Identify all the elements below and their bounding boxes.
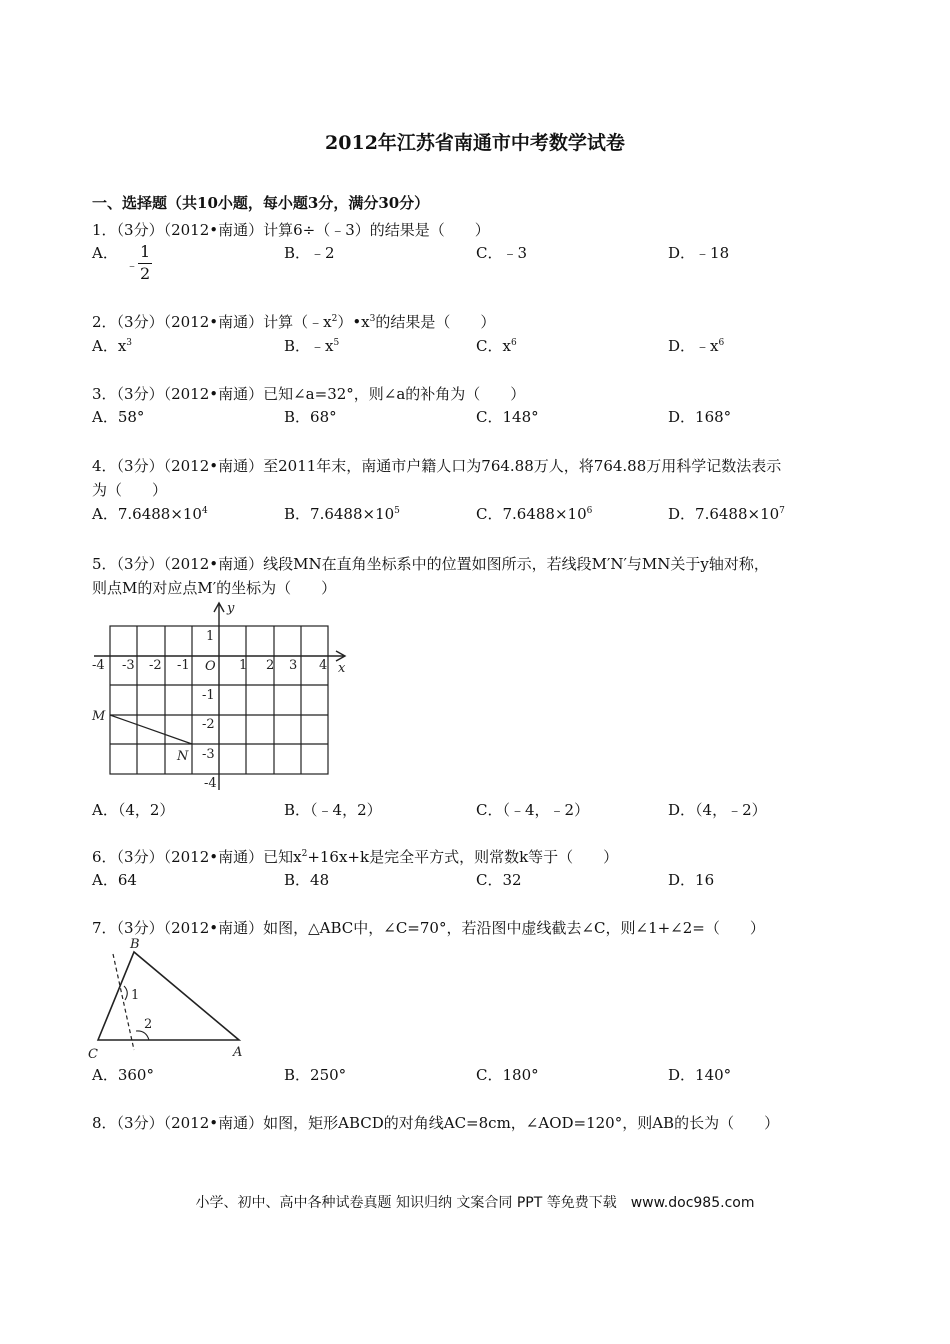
- q2-stem-exp: 3: [369, 314, 376, 324]
- q4-option-a: [92, 503, 208, 524]
- x-tick-label: 1: [239, 658, 248, 673]
- exam-title: 2012年江苏省南通市中考数学试卷: [325, 132, 625, 154]
- question-2-stem: [92, 311, 495, 332]
- q2-option-d: [668, 335, 724, 356]
- angle-2-label: 2: [144, 1017, 153, 1032]
- option-text: B．﹣x: [284, 337, 334, 355]
- q1-option-a-label: A．: [92, 244, 118, 262]
- question-5-stem-line2: 则点M的对应点M′的坐标为（ ）: [92, 579, 337, 597]
- coordinate-grid-figure: [88, 598, 358, 793]
- q5-option-b: B．（﹣4，2）: [284, 801, 382, 819]
- angle-1-label: 1: [131, 988, 140, 1003]
- y-tick-label: -2: [202, 717, 215, 732]
- q6-stem-part: 6．（3分）（2012•南通）已知x: [92, 848, 302, 866]
- question-6-stem: [92, 846, 618, 867]
- question-5-stem-line1: 5．（3分）（2012•南通）线段MN在直角坐标系中的位置如图所示，若线段M′N′与MN关于y轴对称，: [92, 555, 769, 573]
- q2-option-b: [284, 335, 339, 356]
- y-tick-label: -1: [202, 688, 215, 703]
- question-4-stem-line2: 为（ ）: [92, 481, 168, 499]
- fraction-minus: ﹣: [126, 258, 139, 272]
- axis-y-label: y: [227, 601, 235, 616]
- question-7-stem: 7．（3分）（2012•南通）如图，△ABC中，∠C=70°，若沿图中虚线截去∠C，则∠1+∠2=（ ）: [92, 919, 765, 937]
- q6-option-a: A．64: [92, 871, 137, 889]
- question-8-stem: 8．（3分）（2012•南通）如图，矩形ABCD的对角线AC=8cm，∠AOD=120°，则AB的长为（ ）: [92, 1114, 780, 1132]
- q5-option-a: A．（4，2）: [92, 801, 175, 819]
- x-tick-label: 2: [266, 658, 275, 673]
- x-tick-label: -2: [149, 658, 162, 673]
- q4-option-b: [284, 503, 400, 524]
- q4-option-c: [476, 503, 592, 524]
- q7-option-c: C．180°: [476, 1066, 539, 1084]
- option-exp: 3: [126, 338, 133, 348]
- q4-option-d: [668, 503, 785, 524]
- q1-option-d: D．﹣18: [668, 244, 730, 262]
- fraction-denominator: 2: [140, 264, 151, 283]
- section-heading: 一、选择题（共10小题，每小题3分，满分30分）: [92, 194, 430, 212]
- option-text: C．7.6488×10: [476, 505, 587, 523]
- fraction-numerator: 1: [140, 242, 151, 261]
- point-m-label: M: [92, 709, 106, 724]
- option-text: D．﹣x: [668, 337, 719, 355]
- y-tick-label: 1: [206, 629, 215, 644]
- q2-stem-exp: 2: [331, 314, 338, 324]
- question-1-stem: 1．（3分）（2012•南通）计算6÷（﹣3）的结果是（ ）: [92, 221, 490, 239]
- q2-stem-part: 2．（3分）（2012•南通）计算（﹣x: [92, 313, 332, 331]
- option-text: D．7.6488×10: [668, 505, 780, 523]
- q1-option-b: B．﹣2: [284, 244, 335, 262]
- axis-x-label: x: [338, 661, 346, 676]
- x-tick-label: -3: [122, 658, 135, 673]
- x-tick-label: 3: [289, 658, 298, 673]
- y-tick-label: -3: [202, 747, 215, 762]
- option-exp: 5: [394, 506, 400, 516]
- option-text: A．7.6488×10: [92, 505, 202, 523]
- option-exp: 6: [586, 506, 593, 516]
- q2-stem-part: ）•x: [337, 313, 370, 331]
- axes: [94, 603, 345, 790]
- q7-option-a: A．360°: [92, 1066, 154, 1084]
- q6-option-c: C．32: [476, 871, 522, 889]
- angle-2-arc: [136, 1031, 149, 1040]
- triangle-figure: [86, 934, 251, 1062]
- q2-option-c: [476, 335, 517, 356]
- option-text: A．x: [92, 337, 127, 355]
- question-3-stem: 3．（3分）（2012•南通）已知∠a=32°，则∠a的补角为（ ）: [92, 385, 526, 403]
- option-exp: 5: [333, 338, 340, 348]
- triangle-abc: [98, 952, 239, 1040]
- x-tick-label: -1: [177, 658, 190, 673]
- footer-text: 小学、初中、高中各种试卷真题 知识归纳 文案合同 PPT 等免费下载 www.doc985.com: [195, 1195, 755, 1211]
- q3-option-d: D．168°: [668, 408, 732, 426]
- q7-option-b: B．250°: [284, 1066, 347, 1084]
- y-tick-label: -4: [204, 776, 217, 791]
- option-text: B．7.6488×10: [284, 505, 395, 523]
- angle-1-arc: [124, 986, 127, 1000]
- q6-stem-part: +16x+k是完全平方式，则常数k等于（ ）: [307, 848, 619, 866]
- q3-option-b: B．68°: [284, 408, 337, 426]
- x-tick-label: 4: [319, 658, 328, 673]
- q7-option-d: D．140°: [668, 1066, 732, 1084]
- x-tick-label: -4: [92, 658, 105, 673]
- vertex-c-label: C: [88, 1047, 98, 1062]
- q2-option-a: [92, 335, 132, 356]
- segment-mn: [110, 715, 192, 744]
- q1-option-c: C．﹣3: [476, 244, 528, 262]
- vertex-a-label: A: [233, 1045, 243, 1060]
- question-4-stem-line1: 4．（3分）（2012•南通）至2011年末，南通市户籍人口为764.88万人，将764.88万用科学记数法表示: [92, 457, 782, 475]
- q3-option-c: C．148°: [476, 408, 539, 426]
- origin-label: O: [205, 659, 216, 674]
- q6-option-d: D．16: [668, 871, 715, 889]
- option-exp: 6: [510, 338, 517, 348]
- q2-stem-part: 的结果是（ ）: [375, 313, 496, 331]
- point-n-label: N: [177, 749, 189, 764]
- option-exp: 6: [718, 338, 725, 348]
- option-exp: 4: [201, 506, 208, 516]
- q5-option-c: C．（﹣4，﹣2）: [476, 801, 590, 819]
- q6-option-b: B．48: [284, 871, 330, 889]
- q6-stem-exp: 2: [301, 849, 308, 859]
- option-exp: 7: [779, 506, 785, 516]
- vertex-b-label: B: [130, 937, 140, 952]
- option-text: C．x: [476, 337, 511, 355]
- q3-option-a: A．58°: [92, 408, 145, 426]
- q5-option-d: D．（4，﹣2）: [668, 801, 767, 819]
